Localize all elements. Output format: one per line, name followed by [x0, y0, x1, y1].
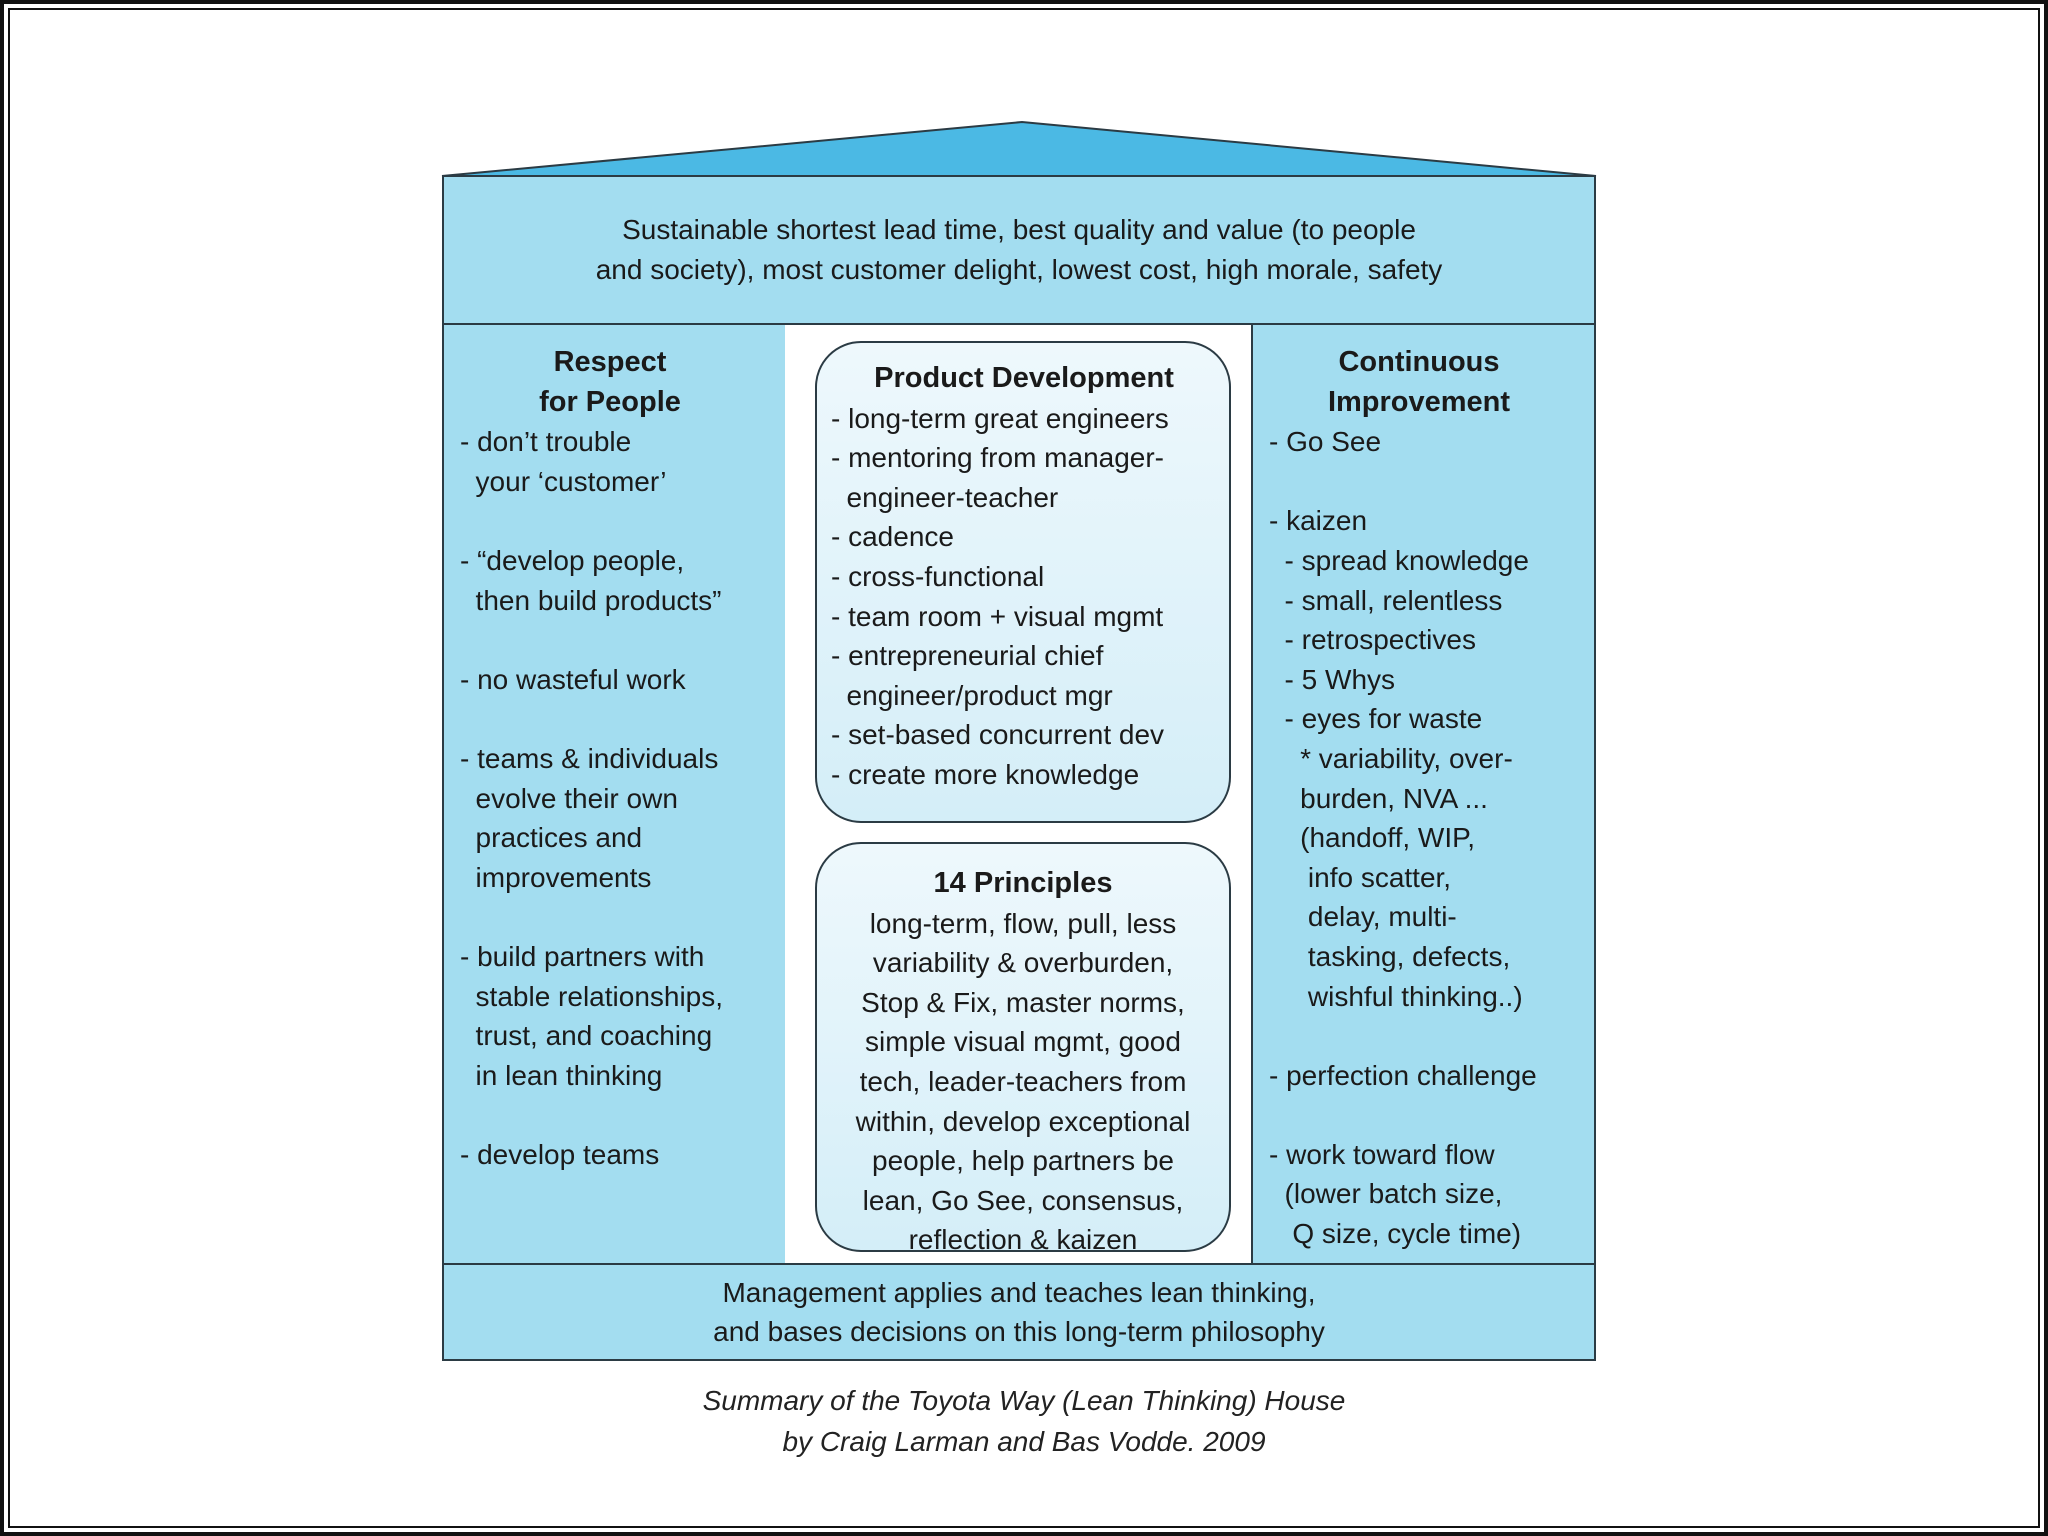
spacer — [460, 620, 785, 660]
list-item: - cross-functional — [831, 560, 1045, 592]
list-item: - long-term great engineers — [831, 402, 1169, 434]
list-item: wishful thinking..) — [1269, 980, 1523, 1012]
list-item: simple visual mgmt, good — [865, 1026, 1181, 1058]
list-item: delay, multi- — [1269, 901, 1457, 933]
pillar-heading — [460, 343, 760, 422]
list-item: in lean thinking — [460, 1059, 663, 1091]
goal-band — [442, 175, 1596, 325]
list-item: - “develop people, — [460, 544, 685, 576]
list-item: engineer-teacher — [831, 481, 1059, 513]
list-item: info scatter, — [1269, 861, 1452, 893]
spacer — [1269, 1016, 1594, 1056]
heading-line: Improvement — [1327, 385, 1511, 418]
list-item: - eyes for waste — [1269, 703, 1483, 735]
continuous-improvement-pillar — [1251, 323, 1596, 1265]
list-item: - retrospectives — [1269, 624, 1476, 656]
list-item: tasking, defects, — [1269, 940, 1511, 972]
list-item: * variability, over- — [1269, 742, 1513, 774]
list-item: - build partners with — [460, 940, 705, 972]
list-item: (handoff, WIP, — [1269, 822, 1475, 854]
list-item: reflection & kaizen — [908, 1224, 1138, 1256]
foundation-line: and bases decisions on this long-term philosophy — [713, 1316, 1325, 1347]
list-item: - Go See — [1269, 426, 1382, 458]
list-item: - team room + visual mgmt — [831, 600, 1164, 632]
heading-line: Continuous — [1338, 346, 1500, 378]
spacer — [1269, 1095, 1594, 1135]
pillar-list — [1269, 422, 1594, 1253]
spacer — [460, 897, 785, 937]
foundation-band — [442, 1263, 1596, 1361]
list-item: - small, relentless — [1269, 584, 1503, 616]
spacer — [460, 1095, 785, 1135]
list-item: - don’t trouble — [460, 426, 632, 458]
heading-line: Respect — [553, 346, 667, 378]
list-item: improvements — [460, 861, 652, 893]
list-item: - mentoring from manager- — [831, 442, 1165, 474]
goal-line: and society), most customer delight, lowest cost, high morale, safety — [595, 254, 1443, 285]
list-item: (lower batch size, — [1269, 1178, 1503, 1210]
list-item: - teams & individuals — [460, 742, 719, 774]
product-development-box — [815, 341, 1231, 823]
pillar-list — [460, 422, 785, 1174]
list-item: then build products” — [460, 584, 722, 616]
list-item: people, help partners be — [872, 1145, 1174, 1177]
heading-line: for People — [539, 385, 681, 418]
list-item: your ‘customer’ — [460, 465, 667, 497]
list-item: - 5 Whys — [1269, 663, 1396, 695]
list-item: lean, Go See, consensus, — [862, 1184, 1184, 1216]
list-item: - no wasteful work — [460, 663, 686, 695]
respect-for-people-pillar — [442, 323, 787, 1265]
list-item: evolve their own — [460, 782, 678, 814]
caption-line: Summary of the Toyota Way (Lean Thinking) House — [702, 1385, 1346, 1416]
list-item: long-term, flow, pull, less — [869, 907, 1177, 939]
list-item: - create more knowledge — [831, 758, 1140, 790]
fourteen-principles-box — [815, 842, 1231, 1256]
list-item: trust, and coaching — [460, 1020, 713, 1052]
box-text — [823, 904, 1223, 1260]
list-item: tech, leader-teachers from — [859, 1065, 1187, 1097]
figure-caption — [0, 1380, 2048, 1462]
box-list — [831, 399, 1229, 795]
list-item: Stop & Fix, master norms, — [861, 986, 1185, 1018]
list-item: - kaizen — [1269, 505, 1368, 537]
list-item: Q size, cycle time) — [1269, 1218, 1522, 1250]
list-item: - set-based concurrent dev — [831, 719, 1165, 751]
spacer — [460, 501, 785, 541]
list-item: - entrepreneurial chief — [831, 640, 1104, 672]
list-item: - spread knowledge — [1269, 544, 1529, 576]
list-item: - perfection challenge — [1269, 1059, 1537, 1091]
list-item: - develop teams — [460, 1138, 660, 1170]
caption-line: by Craig Larman and Bas Vodde. 2009 — [782, 1426, 1266, 1457]
list-item: burden, NVA ... — [1269, 782, 1488, 814]
box-heading: Product Development — [874, 362, 1174, 394]
goal-line: Sustainable shortest lead time, best quality and value (to people — [622, 214, 1416, 245]
list-item: stable relationships, — [460, 980, 724, 1012]
list-item: variability & overburden, — [872, 947, 1174, 979]
list-item: within, develop exceptional — [855, 1105, 1191, 1137]
list-item: - cadence — [831, 521, 954, 553]
foundation-line: Management applies and teaches lean thinking, — [722, 1277, 1316, 1308]
pillar-heading — [1269, 343, 1569, 422]
box-heading: 14 Principles — [933, 867, 1113, 899]
list-item: - work toward flow — [1269, 1138, 1495, 1170]
list-item: practices and — [460, 822, 643, 854]
spacer — [1269, 462, 1594, 502]
spacer — [460, 699, 785, 739]
list-item: engineer/product mgr — [831, 679, 1113, 711]
